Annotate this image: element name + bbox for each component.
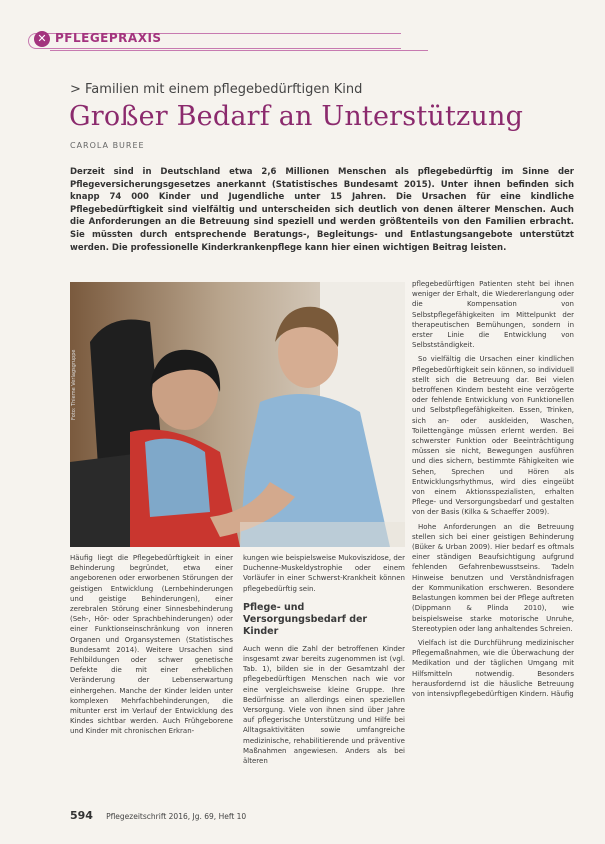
paragraph: Auch wenn die Zahl der betroffenen Kinder insgesamt zwar bereits zugenommen ist (vgl. Tab. 1), bilden sie in der Gesamtzahl der pflegebedürftigen Menschen nach wie vor eine vergleichsweise kleine Gruppe. Ihre Bedürfnisse an allerdings einen speziellen Versorgung. Viele von ihnen sind über Jahre auf pflegerische Unterstützung und Hilfe bei Alltagsaktivitäten sowie umfangreiche medizinische, rehabilitierende und präventive Maßnahmen angewiesen. Anders als bei älteren (243, 644, 405, 766)
journal-citation: Pflegezeitschrift 2016, Jg. 69, Heft 10 (106, 812, 247, 821)
article-photo (70, 282, 405, 547)
column-right (412, 279, 574, 787)
paragraph: Hohe Anforderungen an die Betreuung stellen sich bei einer geistigen Behinderung (Büker & Urban 2009). Hier bedarf es oftmals einer ständigen Beaufsichtigung aufgrund fehlenden Gefahrenbewusstseins. Tadeln Hinweise benutzen und Verständnisfragen der Kommunikation erschweren. Besondere Belastungen kommen bei der Pflege auftreten (Dippmann & Plinda 2010), wie beispielsweise starke motorische Unruhe, Stereotypien oder lang anhaltendes Schreien. (412, 522, 574, 633)
paragraph: kungen wie beispielsweise Mukoviszidose, der Duchenne-Muskeldystrophie oder einem Vorläufer in einer Schwerst-Krankheit können pflegebedürftig sein. (243, 554, 405, 593)
article-author: CAROLA BUREE (70, 141, 145, 150)
page-number: 594 (70, 809, 93, 822)
header-rule (50, 50, 428, 51)
subheading: Pflege- und Versorgungsbedarf der Kinder (243, 601, 368, 637)
paragraph: Vielfach ist die Durchführung medizinischer Pflegemaßnahmen, wie die Überwachung der Medikation und der täglichen Umgang mit Hilfsmitteln notwendig. Besonders herausfordernd ist die häusliche Betreuung von intensivpflegebedürftigen Kindern. Häufig (412, 638, 574, 698)
photo-illustration (70, 282, 405, 547)
article-title: Großer Bedarf an Unterstützung (69, 101, 524, 132)
article-kicker: > Familien mit einem pflegebedürftigen Kind (70, 82, 363, 97)
column-left (70, 553, 233, 787)
section-label: PFLEGEPRAXIS (55, 31, 162, 45)
page-footer (70, 804, 246, 823)
paragraph: So vielfältig die Ursachen einer kindlichen Pflegebedürftigkeit sein können, so individuell stellt sich die Betreuung dar. Bei vielen betroffenen Kindern besteht eine verzögerte oder fehlende Entwicklung von Funktionellen und Selbstpflegefähigkeiten. Essen, Trinken, sich an- oder auskleiden, Waschen, Toilettengänge müssen erlernt werden. Bei schwerster Funktion oder Beeinträchtigung müssen sie nicht, Bewegungen ausführen und dies sichern, bestimmte Fähigkeiten wie Sehen, Sprechen und Hören als Entwicklungsrhythmus, wird dies eingeübt von einem Aktionsspezialisten, erhalten Pflege- und Versorgungsbedarf und gestalten von der Basis (Kilka & Schaeffer 2009). (412, 355, 574, 517)
column-middle (243, 553, 405, 787)
paragraph: pflegebedürftigen Patienten steht bei ihnen weniger der Erhalt, die Wiedererlangung oder die Kompensation von Selbstpflegefähigkeiten im Mittelpunkt der therapeutischen Bemühungen, sondern in erster Linie die Entwicklung von Selbstständigkeit. (412, 280, 574, 350)
photo-credit: Foto: Thieme Verlagsgruppe (71, 349, 77, 420)
article-lead: Derzeit sind in Deutschland etwa 2,6 Millionen Menschen als pflegebedürftig im Sinne der Pflegeversicherungsgesetzes anerkannt (Statistisches Bundesamt 2015). Unter ihnen befinden sich knapp 74 000 Kinder und Jugendliche unter 15 Jahren. Die Ursachen für eine kindliche Pflegebedürftigkeit sind vielfältig und unterscheiden sich deutlich von denen älterer Menschen. Auch die Anforderungen an die Betreuung sind speziell und werden größtenteils von den Familien erbracht. Sie müssten durch entsprechende Beratungs-, Begleitungs- und Entlastungsangebote unterstützt werden. Die professionelle Kinderkrankenpflege kann hier einen wichtigen Beitrag leisten. (70, 167, 574, 253)
x-icon: ✕ (34, 31, 50, 47)
paragraph: Häufig liegt die Pflegebedürftigkeit in einer Behinderung begründet, etwa einer angeborenen oder erworbenen Störungen der geistigen Entwicklung (Lernbehinderungen und geistige Behinderungen), einer zerebralen Störung einer Sinnesbehinderung (Seh-, Hör- oder Sprachbehinderungen) oder einer Funktionseinschränkung von inneren Organen und Organsystemen (Statistisches Bundesamt 2014). Weitere Ursachen sind Fehlbildungen oder schwer genetische Defekte die mit einer erheblichen Veränderung der Lebenserwartung einhergehen. Manche der Kinder leiden unter komplexen Mehrfachbehinderungen, die mitunter erst im Verlauf der Entwicklung des Kindes sichtbar werden. Auch Frühgeborene und Kinder mit chronischen Erkran- (70, 554, 233, 736)
